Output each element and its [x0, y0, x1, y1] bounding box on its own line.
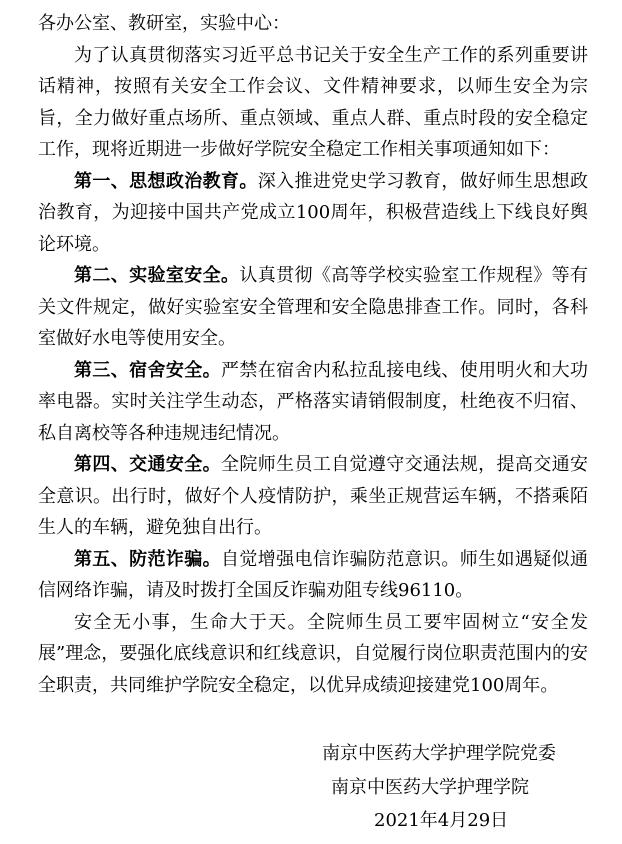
item-heading: 第三、宿舍安全。	[74, 359, 221, 381]
item-text: 认真贯彻《高等学校实验室工作规程》等有关文件规定，做好实验室安全管理和安全隐患排查工作。同时，各科室做好水电等使用安全。	[38, 265, 589, 349]
item-ideology	[38, 166, 588, 261]
item-heading: 第五、防范诈骗。	[74, 548, 221, 570]
item-traffic-safety	[38, 449, 588, 544]
signature-org-school: 南京中医药大学护理学院	[331, 777, 529, 798]
item-heading: 第四、交通安全。	[74, 454, 221, 475]
item-text: 深入推进党史学习教育，做好师生思想政治教育，为迎接中国共产党成立100周年，积极营造线上下线良好舆论环境。	[38, 170, 588, 255]
item-lab-safety	[38, 260, 588, 355]
item-text: 自觉增强电信诈骗防范意识。师生如遇疑似通信网络诈骗，请及时拨打全国反诈骗劝阻专线96110。	[38, 548, 589, 601]
item-heading: 第一、思想政治教育。	[74, 170, 258, 192]
signature-org-party: 南京中医药大学护理学院党委	[322, 743, 556, 764]
salutation: 各办公室、教研室，实验中心：	[38, 13, 290, 34]
item-dorm-safety	[38, 355, 588, 450]
item-text: 全院师生员工自觉遵守交通法规，提高交通安全意识。出行时，做好个人疫情防护，乘坐正规营运车辆，不搭乘陌生人的车辆，避免独自出行。	[38, 454, 589, 538]
signature-date: 2021年4月29日	[374, 810, 509, 831]
item-heading: 第二、实验室安全。	[74, 265, 240, 286]
intro-paragraph: 为了认真贯彻落实习近平总书记关于安全生产工作的系列重要讲话精神，按照有关安全工作会议、文件精神要求，以师生安全为宗旨，全力做好重点场所、重点领域、重点人群、重点时段的安全稳定工作，现将近期进一步做好学院安全稳定工作相关事项通知如下：	[38, 44, 588, 160]
closing-paragraph: 安全无小事，生命大于天。全院师生员工要牢固树立“安全发展”理念，要强化底线意识和红线意识，自觉履行岗位职责范围内的安全职责，共同维护学院安全稳定，以优异成绩迎接建党100周年。	[38, 611, 588, 696]
item-fraud-prevention	[38, 544, 588, 607]
item-text: 严禁在宿舍内私拉乱接电线、使用明火和大功率电器。实时关注学生动态，严格落实请销假制度，杜绝夜不归宿、私自离校等各种违规违纪情况。	[38, 359, 589, 444]
